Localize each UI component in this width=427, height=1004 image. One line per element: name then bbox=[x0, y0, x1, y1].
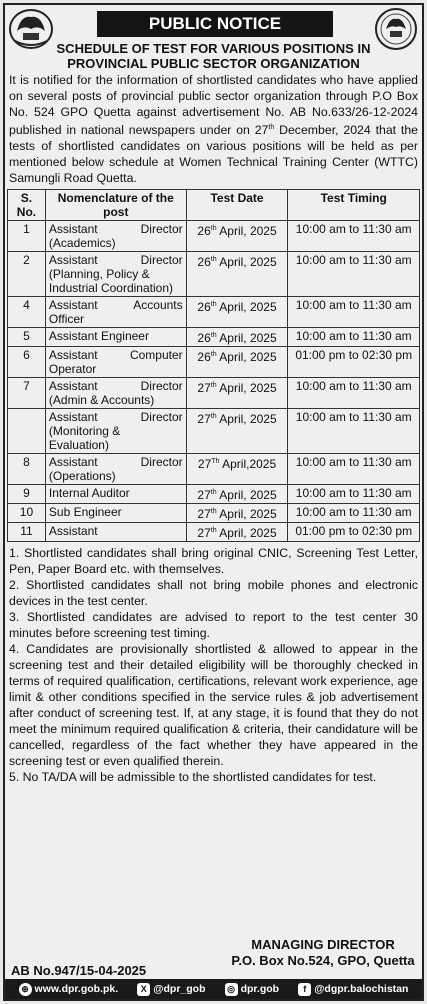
intro-text-part-1: It is notified for the information of shortlisted candidates who have applied on several posts of provincial public sector organization through P.O Box No. 524 GPO Quetta against advertisement No. AB No.633/26-12-2024 published in national newspapers under on 27 bbox=[9, 73, 418, 138]
instruction-item: 4. Candidates are provisionally shortlisted & allowed to appear in the screening test and their detailed eligibility will be thoroughly checked in terms of required qualification, certifications, relevant work experience, age limit & other conditions specified in the service rules & job advertisement after conduct of screening test. If, at any stage, it is found that they do not meet the minimum required qualification & criteria, their candidature will be cancelled, regardless of the fact whether they have appeared in the screening test or even qualified therein. bbox=[9, 642, 418, 769]
cell-serial-no: 2 bbox=[8, 252, 46, 297]
cell-test-date: 26th April, 2025 bbox=[186, 297, 288, 328]
cell-serial-no: 4 bbox=[8, 297, 46, 328]
social-link-facebook[interactable]: f @dgpr.balochistan bbox=[298, 983, 408, 996]
cell-test-timing: 01:00 pm to 02:30 pm bbox=[288, 347, 420, 378]
cell-serial-no: 1 bbox=[8, 221, 46, 252]
table-row bbox=[8, 347, 420, 378]
cell-post-name: Sub Engineer bbox=[45, 504, 186, 523]
cell-test-date: 27th April, 2025 bbox=[186, 409, 288, 454]
social-links-bar bbox=[5, 979, 422, 999]
table-header-row bbox=[8, 190, 420, 221]
cell-serial-no bbox=[8, 409, 46, 454]
public-notice-page bbox=[3, 3, 424, 1001]
header-test-timing: Test Timing bbox=[288, 190, 420, 221]
intro-superscript: th bbox=[268, 124, 275, 131]
table-row bbox=[8, 504, 420, 523]
cell-post-name: Assistant Computer Operator bbox=[45, 347, 186, 378]
instruction-item: 2. Shortlisted candidates shall not bring mobile phones and electronic devices in the test center. bbox=[9, 578, 418, 609]
cell-post-name: Assistant Engineer bbox=[45, 328, 186, 347]
cell-post-name: Assistant Director (Admin & Accounts) bbox=[45, 378, 186, 409]
cell-test-timing: 10:00 am to 11:30 am bbox=[288, 504, 420, 523]
cell-serial-no: 5 bbox=[8, 328, 46, 347]
cell-test-date: 26th April, 2025 bbox=[186, 221, 288, 252]
cell-test-timing: 10:00 am to 11:30 am bbox=[288, 454, 420, 485]
cell-test-date: 27th April, 2025 bbox=[186, 378, 288, 409]
table-row bbox=[8, 485, 420, 504]
social-link-website[interactable]: ⊕ www.dpr.gob.pk. bbox=[19, 983, 119, 996]
table-body bbox=[8, 221, 420, 542]
cell-serial-no: 10 bbox=[8, 504, 46, 523]
table-row bbox=[8, 297, 420, 328]
advertisement-number: AB No.947/15-04-2025 bbox=[11, 963, 147, 978]
cell-test-date: 26th April, 2025 bbox=[186, 252, 288, 297]
cell-serial-no: 6 bbox=[8, 347, 46, 378]
facebook-icon: f bbox=[298, 983, 311, 996]
title-line-1: SCHEDULE OF TEST FOR VARIOUS POSITIONS IN bbox=[56, 41, 371, 56]
table-row bbox=[8, 409, 420, 454]
table-row bbox=[8, 221, 420, 252]
notice-header bbox=[5, 5, 422, 71]
header-serial-no: S. No. bbox=[8, 190, 46, 221]
cell-serial-no: 7 bbox=[8, 378, 46, 409]
cell-test-timing: 10:00 am to 11:30 am bbox=[288, 252, 420, 297]
cell-serial-no: 11 bbox=[8, 523, 46, 542]
cell-post-name: Assistant bbox=[45, 523, 186, 542]
instruction-item: 5. No TA/DA will be admissible to the shortlisted candidates for test. bbox=[9, 770, 377, 785]
cell-test-timing: 10:00 am to 11:30 am bbox=[288, 297, 420, 328]
cell-post-name: Assistant Director (Operations) bbox=[45, 454, 186, 485]
title-line-2: PROVINCIAL PUBLIC SECTOR ORGANIZATION bbox=[67, 56, 360, 71]
cell-test-timing: 10:00 am to 11:30 am bbox=[288, 221, 420, 252]
cell-test-date: 26th April, 2025 bbox=[186, 328, 288, 347]
cell-test-timing: 10:00 am to 11:30 am bbox=[288, 485, 420, 504]
public-notice-banner: PUBLIC NOTICE bbox=[97, 11, 333, 37]
table-row bbox=[8, 454, 420, 485]
cell-test-date: 27th April, 2025 bbox=[186, 523, 288, 542]
cell-test-timing: 10:00 am to 11:30 am bbox=[288, 409, 420, 454]
instruction-item: 3. Shortlisted candidates are advised to report to the test center 30 minutes before screening test timing. bbox=[9, 610, 418, 641]
managing-director-signature-block bbox=[228, 937, 418, 969]
cell-post-name: Assistant Director (Planning, Policy & Industrial Coordination) bbox=[45, 252, 186, 297]
social-link-x[interactable]: X @dpr_gob bbox=[137, 983, 205, 996]
cell-post-name: Assistant Accounts Officer bbox=[45, 297, 186, 328]
md-address: P.O. Box No.524, GPO, Quetta bbox=[231, 953, 415, 968]
header-test-date: Test Date bbox=[186, 190, 288, 221]
globe-icon: ⊕ bbox=[19, 983, 32, 996]
instructions-list bbox=[5, 542, 422, 785]
cell-test-date: 27Th April,2025 bbox=[186, 454, 288, 485]
cell-post-name: Assistant Director (Academics) bbox=[45, 221, 186, 252]
cell-post-name: Assistant Director (Monitoring & Evaluation) bbox=[45, 409, 186, 454]
x-icon: X bbox=[137, 983, 150, 996]
social-link-instagram[interactable]: ◎ dpr.gob bbox=[225, 983, 280, 996]
table-row bbox=[8, 328, 420, 347]
table-row bbox=[8, 252, 420, 297]
table-row bbox=[8, 523, 420, 542]
cell-test-date: 26th April, 2025 bbox=[186, 347, 288, 378]
md-title: MANAGING DIRECTOR bbox=[251, 937, 395, 952]
test-schedule-table bbox=[7, 189, 420, 542]
cell-test-date: 27th April, 2025 bbox=[186, 504, 288, 523]
instagram-icon: ◎ bbox=[225, 983, 238, 996]
cell-serial-no: 9 bbox=[8, 485, 46, 504]
table-row bbox=[8, 378, 420, 409]
intro-paragraph bbox=[5, 72, 422, 186]
header-post-name: Nomenclature of the post bbox=[45, 190, 186, 221]
intro-text-part-2: December, 2024 that the tests of shortlisted candidates on various positions will be held as per mentioned below schedule at Women Technical Training Center (WTTC) Samungli Road Quetta. bbox=[9, 123, 419, 186]
cell-test-date: 27th April, 2025 bbox=[186, 485, 288, 504]
cell-serial-no: 8 bbox=[8, 454, 46, 485]
notice-title bbox=[5, 41, 422, 71]
cell-post-name: Internal Auditor bbox=[45, 485, 186, 504]
cell-test-timing: 01:00 pm to 02:30 pm bbox=[288, 523, 420, 542]
cell-test-timing: 10:00 am to 11:30 am bbox=[288, 378, 420, 409]
instruction-item: 1. Shortlisted candidates shall bring original CNIC, Screening Test Letter, Pen, Paper Board etc. with themselves. bbox=[9, 546, 418, 577]
cell-test-timing: 10:00 am to 11:30 am bbox=[288, 328, 420, 347]
